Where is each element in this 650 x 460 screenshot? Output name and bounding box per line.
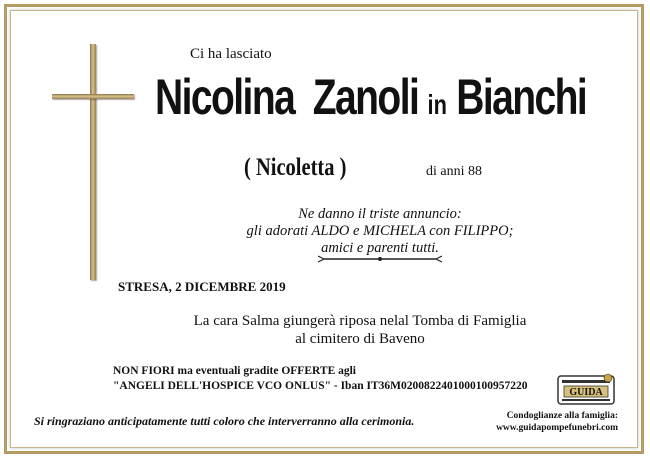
thanks-text: Si ringraziano anticipatamente tutti coloro che interverranno alla cerimonia.: [34, 414, 415, 428]
intro-text: Ci ha lasciato: [190, 46, 272, 62]
announcement-line: amici e parenti tutti.: [321, 240, 439, 256]
surname: Zanoli: [312, 69, 419, 125]
burial-block: [180, 312, 540, 348]
condolences-label: Condoglianze alla famiglia:: [506, 411, 618, 421]
offers-block: [113, 364, 527, 394]
logo-text: GUIDA: [569, 387, 603, 398]
name-connector: in: [427, 89, 447, 120]
first-name: Nicolina: [155, 69, 295, 125]
condolences-link[interactable]: www.guidapompefunebri.com: [496, 423, 618, 433]
announcement-block: [220, 206, 540, 257]
offers-line: NON FIORI ma eventuali gradite OFFERTE agli: [113, 365, 357, 377]
burial-line: al cimitero di Baveno: [295, 331, 425, 347]
place-date: STRESA, 2 DICEMBRE 2019: [118, 279, 286, 294]
announcement-line: Ne danno il triste annuncio:: [298, 206, 462, 222]
cross-vertical-beam: [90, 44, 96, 280]
married-name: Bianchi: [456, 69, 587, 125]
guida-logo-icon: [556, 372, 616, 408]
cross-horizontal-beam: [52, 94, 134, 99]
offers-line: "ANGELI DELL'HOSPICE VCO ONLUS" - Iban IT36M0200822401000100957220: [113, 380, 528, 392]
nickname: ( Nicoletta ): [244, 154, 347, 181]
announcement-line: gli adorati ALDO e MICHELA con FILIPPO;: [246, 223, 514, 239]
condolences-block: [496, 410, 618, 434]
name-group: [155, 68, 586, 126]
decorative-flourish-icon: [318, 254, 442, 264]
burial-line: La cara Salma giungerà riposa nelal Tomba di Famiglia: [193, 313, 527, 329]
deceased-name: [155, 68, 650, 126]
age-text: di anni 88: [426, 164, 482, 179]
